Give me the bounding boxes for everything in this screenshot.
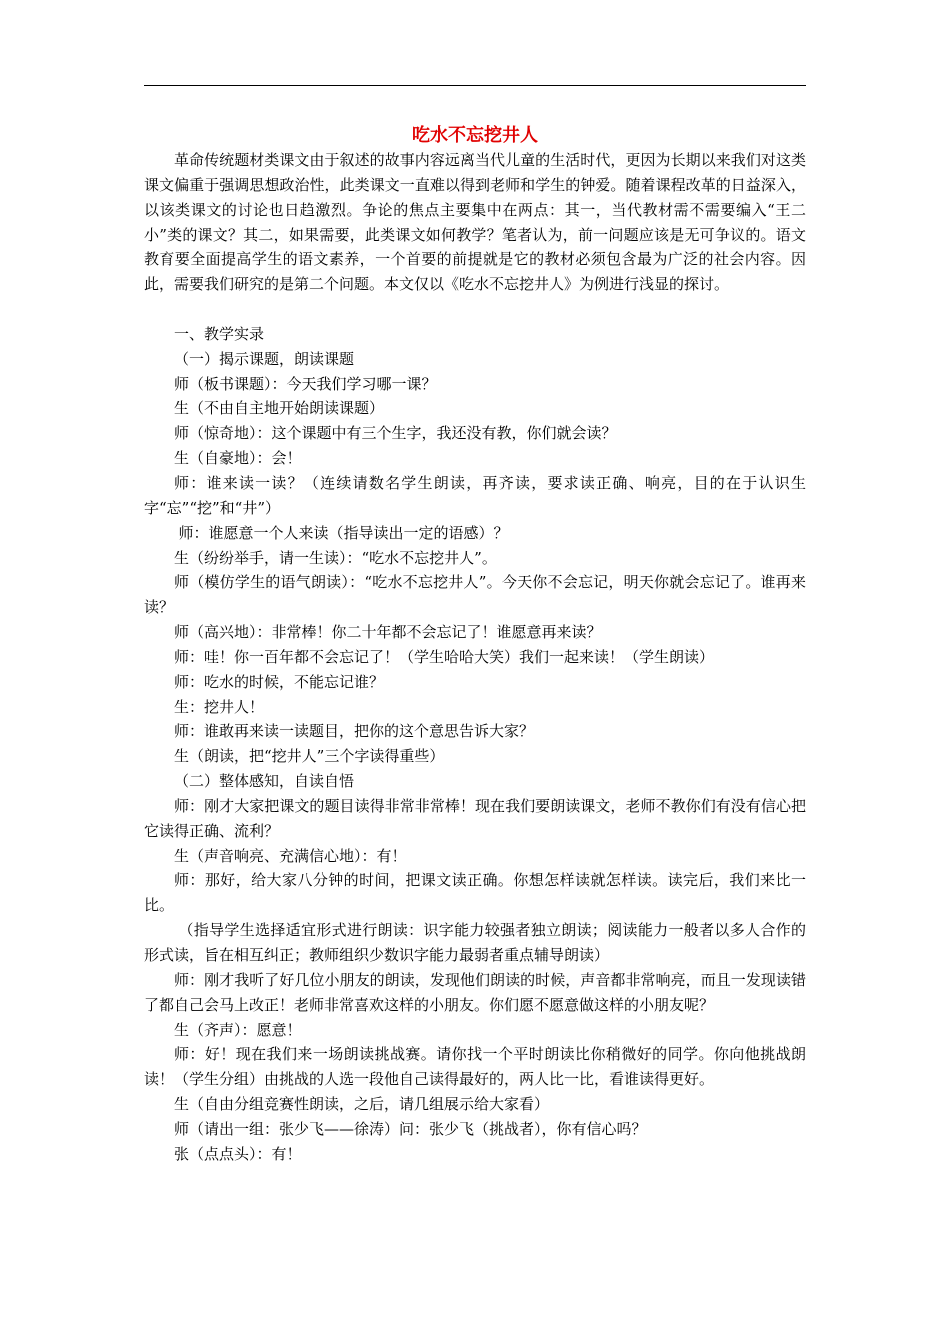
document-body	[144, 148, 806, 1167]
dialogue-line: 师：好！现在我们来一场朗读挑战赛。请你找一个平时朗读比你稍微好的同学。你向他挑战朗读！（学生分组）由挑战的人选一段他自己读得最好的，两人比一比，看谁读得更好。	[144, 1045, 806, 1089]
dialogue-line: 师：哇！你一百年都不会忘记了！（学生哈哈大笑）我们一起来读！（学生朗读）	[174, 647, 715, 666]
section-heading: 一、教学实录	[174, 324, 265, 343]
dialogue-line: 生（纷纷举手，请一生读）：“吃水不忘挖井人”。	[174, 548, 497, 567]
dialogue-line: 师：那好，给大家八分钟的时间，把课文读正确。你想怎样读就怎样读。读完后，我们来比一比。	[144, 871, 806, 915]
dialogue-line: 生：挖井人！	[174, 697, 265, 716]
dialogue-line: 师：刚才我听了好几位小朋友的朗读，发现他们朗读的时候，声音都非常响亮，而且一发现读错了都自己会马上改正！老师非常喜欢这样的小朋友。你们愿不愿意做这样的小朋友呢？	[144, 970, 806, 1014]
dialogue-line: 师：刚才大家把课文的题目读得非常非常棒！现在我们要朗读课文，老师不教你们有没有信心把它读得正确、流利？	[144, 796, 806, 840]
document-title: 吃水不忘挖井人	[412, 125, 538, 146]
dialogue-line: 师（模仿学生的语气朗读）：“吃水不忘挖井人”。今天你不会忘记，明天你就会忘记了。谁再来读？	[144, 573, 806, 617]
dialogue-line: 师：吃水的时候，不能忘记谁？	[174, 672, 385, 691]
subsection-heading: （二）整体感知，自读自悟	[174, 772, 355, 791]
dialogue-line: 师（惊奇地）：这个课题中有三个生字，我还没有教，你们就会读？	[174, 424, 617, 443]
dialogue-line: 生（齐声）：愿意！	[174, 1020, 302, 1039]
dialogue-line: （指导学生选择适宜形式进行朗读：识字能力较强者独立朗读；阅读能力一般者以多人合作的形式读，旨在相互纠正；教师组织少数识字能力最弱者重点辅导朗读）	[144, 921, 806, 964]
dialogue-line: 师（请出一组：张少飞——徐涛）问：张少飞（挑战者），你有信心吗？	[174, 1119, 647, 1138]
dialogue-line: 张（点点头）：有！	[174, 1144, 302, 1163]
dialogue-line: 生（朗读，把“挖井人”三个字读得重些）	[174, 747, 445, 766]
dialogue-line: 师（高兴地）：非常棒！你二十年都不会忘记了！谁愿意再来读？	[174, 623, 602, 642]
header-rule	[144, 85, 806, 86]
dialogue-line: 生（声音响亮、充满信心地）：有！	[174, 846, 407, 865]
subsection-heading: （一）揭示课题，朗读课题	[174, 349, 355, 368]
dialogue-line: 生（自豪地）：会！	[174, 449, 302, 468]
dialogue-line: 师：谁愿意一个人来读（指导读出一定的语感）？	[178, 523, 509, 542]
dialogue-line: 师：谁敢再来读一读题目，把你的这个意思告诉大家？	[174, 722, 535, 741]
dialogue-line: 生（自由分组竞赛性朗读，之后，请几组展示给大家看）	[174, 1095, 550, 1114]
intro-paragraph: 革命传统题材类课文由于叙述的故事内容远离当代儿童的生活时代，更因为长期以来我们对这类课文偏重于强调思想政治性，此类课文一直难以得到老师和学生的钟爱。随着课程改革的日益深入，以该类课文的讨论也日趋激烈。争论的焦点主要集中在两点：其一，当代教材需不需要编入“王二小”类的课文？其二，如果需要，此类课文如何教学？笔者认为，前一问题应该是无可争议的。语文教育要全面提高学生的语文素养，一个首要的前提就是它的教材必须包含最为广泛的社会内容。因此，需要我们研究的是第二个问题。本文仅以《吃水不忘挖井人》为例进行浅显的探讨。	[144, 151, 806, 294]
dialogue-line: 生（不由自主地开始朗读课题）	[174, 399, 385, 418]
blank-line	[144, 297, 806, 322]
dialogue-line: 师（板书课题）：今天我们学习哪一课？	[174, 374, 437, 393]
dialogue-line: 师：谁来读一读？（连续请数名学生朗读，再齐读，要求读正确、响亮，目的在于认识生字“忘”“挖”和“井”）	[144, 473, 806, 517]
